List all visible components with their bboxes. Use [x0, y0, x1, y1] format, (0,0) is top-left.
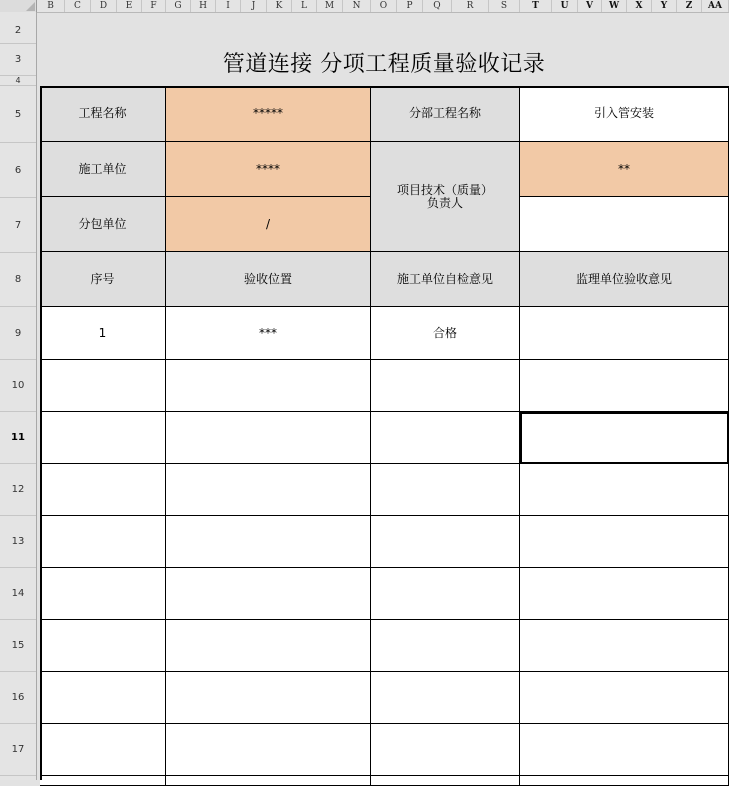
column-header[interactable]: G	[166, 0, 191, 12]
row-header[interactable]: 5	[0, 86, 36, 143]
table-cell[interactable]	[40, 516, 166, 568]
column-header[interactable]: P	[397, 0, 423, 12]
tech-lead-extra-cell[interactable]	[520, 197, 729, 252]
column-header[interactable]: H	[191, 0, 216, 12]
table-cell[interactable]	[166, 516, 371, 568]
column-header[interactable]: V	[578, 0, 602, 12]
entry-supervisor[interactable]	[520, 307, 729, 360]
project-name-value[interactable]: *****	[166, 86, 371, 142]
row-header[interactable]: 14	[0, 568, 36, 620]
table-cell[interactable]	[40, 776, 166, 786]
column-header[interactable]: K	[267, 0, 292, 12]
project-name-label[interactable]: 工程名称	[40, 86, 166, 142]
select-all-triangle-icon	[26, 2, 35, 11]
column-header[interactable]: X	[627, 0, 652, 12]
table-cell[interactable]	[371, 516, 520, 568]
column-header[interactable]: D	[91, 0, 117, 12]
table-cell[interactable]	[40, 568, 166, 620]
header-supervisor[interactable]: 监理单位验收意见	[520, 252, 729, 307]
table-cell[interactable]	[520, 360, 729, 412]
subcontractor-label[interactable]: 分包单位	[40, 197, 166, 252]
entry-position[interactable]: ***	[166, 307, 371, 360]
row-header[interactable]: 17	[0, 724, 36, 776]
table-cell[interactable]	[166, 620, 371, 672]
sheet-title[interactable]: 管道连接 分项工程质量验收记录	[222, 51, 546, 77]
subcontractor-value[interactable]: /	[166, 197, 371, 252]
row-header[interactable]: 4	[0, 76, 36, 86]
table-cell[interactable]	[520, 724, 729, 776]
table-cell[interactable]	[40, 360, 166, 412]
row-header[interactable]: 8	[0, 253, 36, 307]
table-cell[interactable]	[166, 412, 371, 464]
row-header[interactable]: 2	[0, 18, 36, 44]
table-cell[interactable]	[166, 568, 371, 620]
column-header[interactable]: B	[37, 0, 65, 12]
table-cell[interactable]	[371, 360, 520, 412]
tech-lead-value[interactable]: **	[520, 142, 729, 197]
column-header[interactable]: N	[343, 0, 371, 12]
column-header[interactable]: L	[292, 0, 317, 12]
column-header[interactable]: T	[520, 0, 552, 12]
row-header[interactable]: 16	[0, 672, 36, 724]
row-header[interactable]: 3	[0, 44, 36, 76]
column-header[interactable]: R	[452, 0, 489, 12]
tech-lead-label[interactable]: 项目技术（质量）负责人	[371, 142, 520, 252]
table-cell[interactable]	[166, 776, 371, 786]
column-header[interactable]: C	[65, 0, 91, 12]
table-cell[interactable]	[520, 568, 729, 620]
column-header[interactable]: M	[317, 0, 343, 12]
table-cell[interactable]	[371, 412, 520, 464]
table-cell[interactable]	[166, 672, 371, 724]
sub-project-value[interactable]: 引入管安装	[520, 86, 729, 142]
table-cell[interactable]	[371, 568, 520, 620]
table-cell[interactable]	[371, 620, 520, 672]
column-header[interactable]: U	[552, 0, 578, 12]
selected-cell[interactable]	[520, 412, 729, 464]
column-header[interactable]: S	[489, 0, 520, 12]
column-header[interactable]: J	[241, 0, 267, 12]
table-cell[interactable]	[166, 360, 371, 412]
table-cell[interactable]	[520, 672, 729, 724]
column-header[interactable]: Y	[652, 0, 677, 12]
column-header[interactable]: I	[216, 0, 241, 12]
column-header[interactable]: F	[142, 0, 166, 12]
row-header[interactable]: 15	[0, 620, 36, 672]
header-position[interactable]: 验收位置	[166, 252, 371, 307]
table-cell[interactable]	[40, 724, 166, 776]
table-cell[interactable]	[371, 724, 520, 776]
table-cell[interactable]	[520, 464, 729, 516]
header-self-check[interactable]: 施工单位自检意见	[371, 252, 520, 307]
table-cell[interactable]	[371, 776, 520, 786]
row-header-bar	[0, 12, 37, 780]
entry-seq[interactable]: 1	[40, 307, 166, 360]
header-seq[interactable]: 序号	[40, 252, 166, 307]
table-cell[interactable]	[40, 412, 166, 464]
row-header[interactable]: 13	[0, 516, 36, 568]
column-header-bar	[0, 0, 729, 13]
contractor-value[interactable]: ****	[166, 142, 371, 197]
column-header[interactable]: W	[602, 0, 627, 12]
table-cell[interactable]	[166, 464, 371, 516]
contractor-label[interactable]: 施工单位	[40, 142, 166, 197]
table-cell[interactable]	[40, 672, 166, 724]
column-header[interactable]: Q	[423, 0, 452, 12]
column-header[interactable]: Z	[677, 0, 702, 12]
row-header[interactable]: 11	[0, 412, 36, 464]
row-header[interactable]: 12	[0, 464, 36, 516]
column-header[interactable]: O	[371, 0, 397, 12]
column-header[interactable]: AA	[702, 0, 729, 12]
sub-project-label[interactable]: 分部工程名称	[371, 86, 520, 142]
entry-self-check[interactable]: 合格	[371, 307, 520, 360]
table-cell[interactable]	[371, 464, 520, 516]
table-cell[interactable]	[520, 776, 729, 786]
row-header[interactable]: 9	[0, 307, 36, 360]
table-cell[interactable]	[371, 672, 520, 724]
row-header[interactable]: 6	[0, 143, 36, 198]
column-header[interactable]: E	[117, 0, 142, 12]
select-all-corner[interactable]	[0, 0, 37, 12]
table-cell[interactable]	[166, 724, 371, 776]
table-cell[interactable]	[40, 620, 166, 672]
row-header[interactable]: 7	[0, 198, 36, 253]
table-cell[interactable]	[40, 464, 166, 516]
table-cell[interactable]	[520, 620, 729, 672]
table-cell[interactable]	[520, 516, 729, 568]
row-header[interactable]: 10	[0, 360, 36, 412]
